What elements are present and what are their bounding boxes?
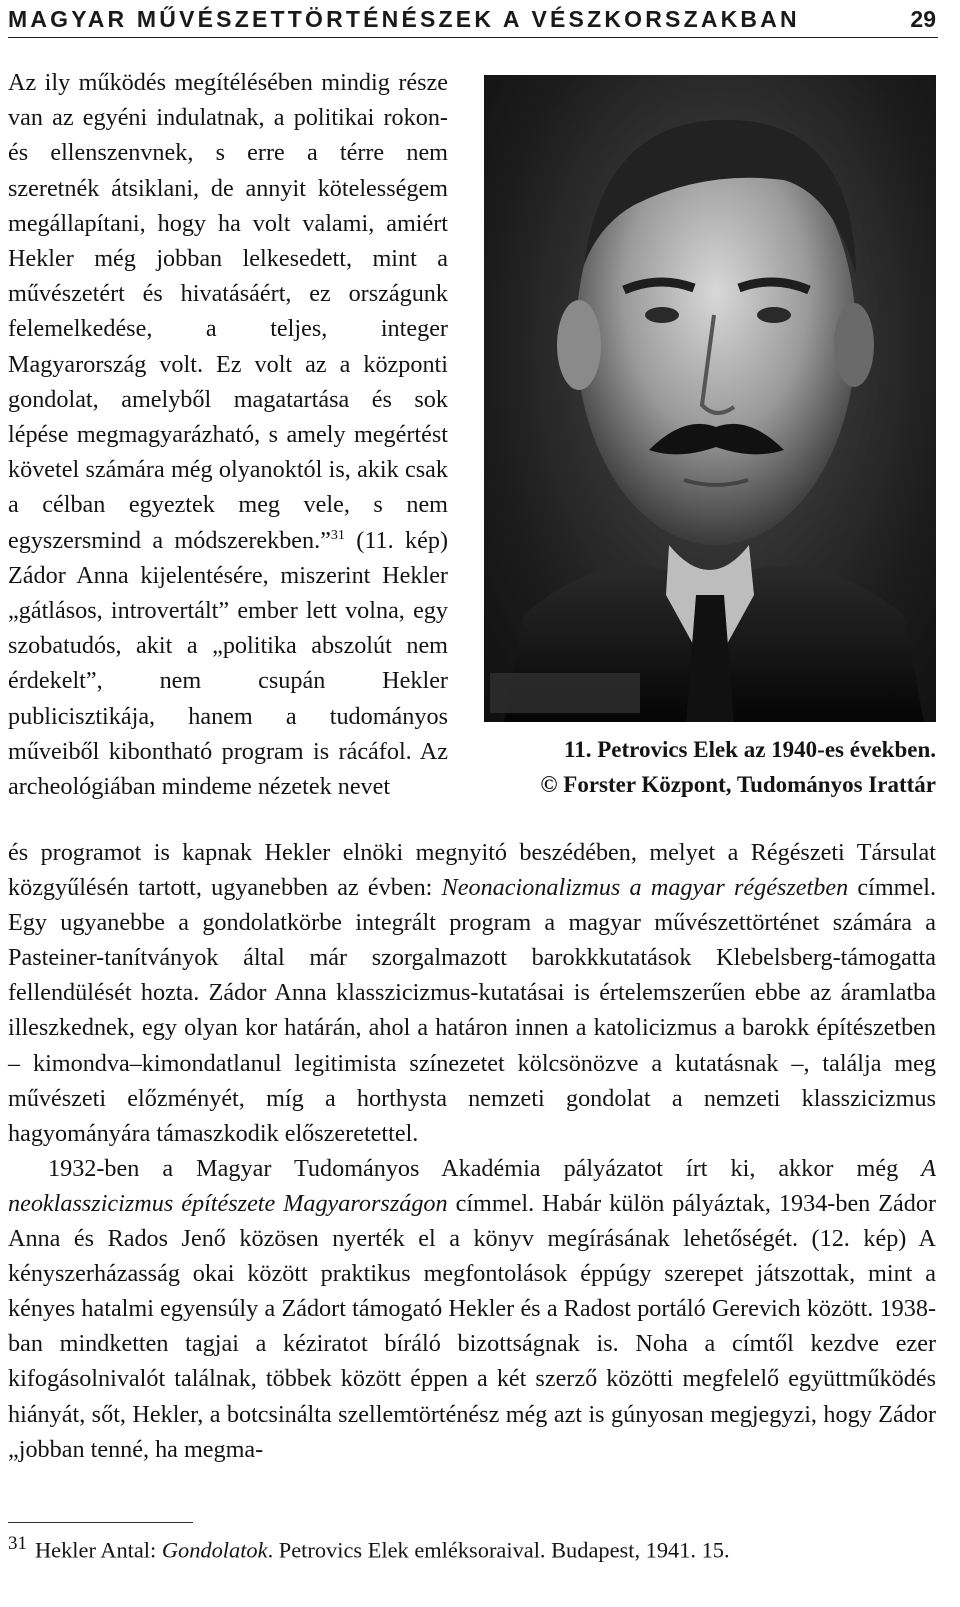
left-text-column	[8, 65, 448, 804]
italic-title: Neonacionalizmus a magyar régészetben	[441, 874, 849, 902]
footnote-reference[interactable]: 31	[330, 527, 345, 543]
continuation-text: (11. kép) Zádor Anna kijelentésére, miszerint Hekler „gátlásos, introvertált” ember lett volna, egy szobatudós, akit a „politika abszolút nem érdekelt”, nem csupán Hekler publicisztikája, hanem a tudományos műveiből kibontható program is rácáfol. Az archeológiában mindeme nézetek nevet	[8, 526, 448, 801]
italic-title: A neoklasszicizmus építészete Magyarországon	[8, 1154, 936, 1217]
paragraph-text: és programot is kapnak Hekler elnöki megnyitó beszédében, melyet a Régészeti Társulat közgyűlésén tartott, ugyanebben az évben:	[8, 839, 936, 902]
caption-credit: © Forster Központ, Tudományos Irattár	[540, 772, 936, 797]
footnote-text: Hekler Antal:	[35, 1537, 162, 1563]
caption-line: 11. Petrovics Elek az 1940-es években.	[564, 737, 936, 762]
running-header	[8, 5, 938, 38]
footnote-title: Gondolatok	[161, 1537, 268, 1563]
footnote-divider	[8, 1522, 193, 1523]
quote-text: Az ily működés megítélésében mindig része van az egyéni indulatnak, a politikai rokon- és ellenszenvnek, s erre a térre nem szeretnék átsiklani, de annyit kötelességem megállapítani, hogy ha volt valami, amiért Hekler még jobban lelkesedett, mint a művészetért és hivatásáért, ez országunk felemelkedése, a teljes, integer Magyarország volt. Ez volt az a központi gondolat, amelyből magatartása és sok lépése megmagyarázható, s amely megértést követel számára még olyanoktól is, akik csak a célban egyeztek meg vele, s nem egyszersmind a módszerekben.”	[8, 69, 448, 554]
footnote-text: . Petrovics Elek emléksoraival. Budapest, 1941. 15.	[267, 1537, 730, 1563]
body-paragraph	[8, 1151, 936, 1467]
figure-caption	[470, 732, 936, 802]
portrait-illustration	[484, 75, 936, 722]
body-paragraph	[8, 835, 936, 1151]
left-column-paragraph	[8, 65, 448, 804]
footnote	[8, 1528, 936, 1566]
portrait-photo	[484, 75, 936, 722]
paragraph-text: címmel. Egy ugyanebbe a gondolatkörbe integrált program a magyar művészettörténet számára a Pasteiner-tanítványok által már szorgalmazott barokkkutatások Klebelsberg-támogatta fellendülését hozta. Zádor Anna klasszicizmus-kutatásai is értelemszerűen ebbe az áramlatba illeszkednek, egy olyan kor határán, ahol a határon innen a katolicizmus a barokk építészetben – kimondva–kimondatlanul legitimista színezetet kölcsönözve a kutatásnak –, találja meg művészeti előzményét, míg a horthysta nemzeti gondolat a nemzeti klasszicizmus hagyományára támaszkodik előszeretettel.	[8, 874, 936, 1147]
paragraph-text: címmel. Habár külön pályáztak, 1934-ben Zádor Anna és Rados Jenő közösen nyerték el a könyv megírásának lehetőségét. (12. kép) A kényszerházasság okai között praktikus megfontolások éppúgy szerepet játszottak, mint a kényes hatalmi egyensúly a Zádort támogató Hekler és a Radost portáló Gerevich között. 1938-ban mindketten tagjai a kéziratot bíráló bizottságnak is. Noha a címtől kezdve ezer kifogásolnivalót találnak, többek között éppen a két szerző közötti megfelelő együttműködés hiányát, sőt, Hekler, a botcsinálta szellemtörténész még azt is gúnyosan megjegyzi, hogy Zádor „jobban tenné, ha megma-	[8, 1189, 936, 1463]
full-width-text	[8, 835, 936, 1467]
footnote-mark: 31	[8, 1533, 27, 1554]
running-title: MAGYAR MŰVÉSZETTÖRTÉNÉSZEK A VÉSZKORSZAKBAN	[8, 6, 800, 32]
page-number: 29	[910, 6, 936, 32]
paragraph-text: 1932-ben a Magyar Tudományos Akadémia pályázatot írt ki, akkor még	[48, 1154, 922, 1182]
